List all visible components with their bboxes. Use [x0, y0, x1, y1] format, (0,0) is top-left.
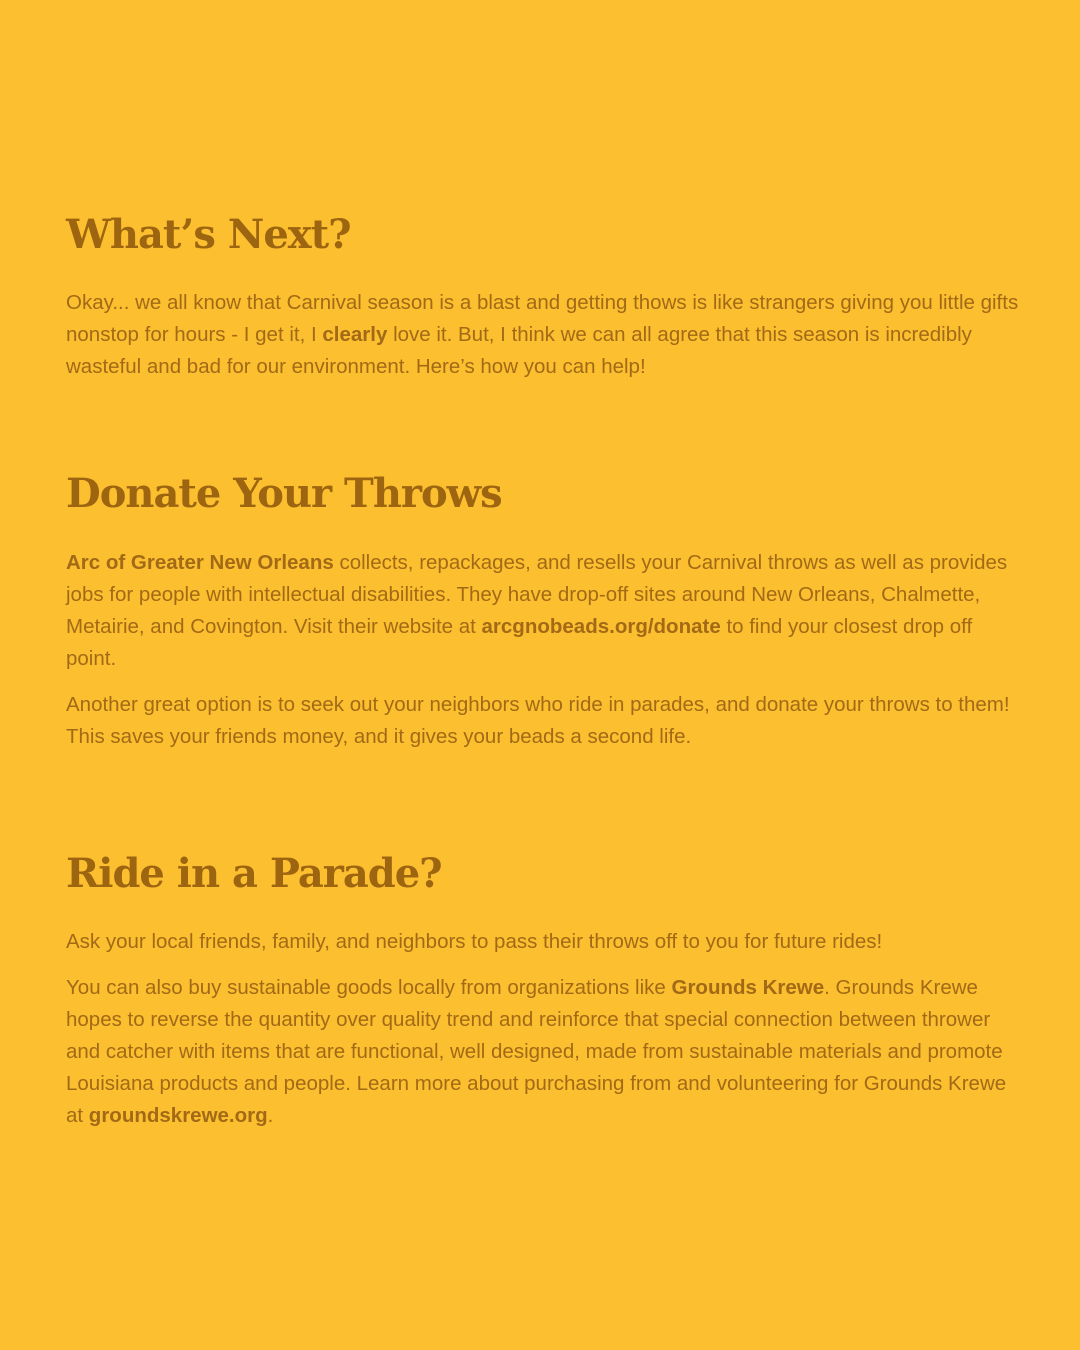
donate-text-middle: collects, repackages, and resells your Carnival throws as well as provides jobs for people with intellectual disabilities. They have drop-off sites around New Orleans, Chalmette, Metairie, and Covington. Visit their website at	[66, 551, 1008, 638]
whats-next-section	[66, 211, 1026, 383]
ride-section	[66, 850, 1026, 1132]
donate-heading: Donate Your Throws	[66, 470, 502, 517]
ride-heading: Ride in a Parade?	[66, 850, 442, 897]
ride-text-end: .	[267, 1104, 274, 1127]
grounds-krewe-url: groundskrewe.org	[88, 1104, 268, 1127]
arc-org-name: Arc of Greater New Orleans	[66, 551, 334, 574]
clearly-emphasis: clearly	[322, 323, 388, 346]
whats-next-heading: What’s Next?	[66, 211, 351, 258]
ride-paragraph-2	[66, 972, 1026, 1132]
whats-next-text-end: love it. But, I think we can all agree that this season is incredibly wasteful and bad for our environment. Here’s how you can help!	[66, 323, 972, 378]
donate-section	[66, 470, 1026, 753]
ride-text-start: You can also buy sustainable goods locally from organizations like	[66, 976, 672, 999]
whats-next-paragraph	[66, 287, 1026, 383]
donate-paragraph-2: Another great option is to seek out your neighbors who ride in parades, and donate your throws to them! This saves your friends money, and it gives your beads a second life.	[66, 693, 1010, 748]
donate-paragraph-1	[66, 547, 1026, 675]
grounds-krewe-name: Grounds Krewe	[671, 976, 825, 999]
ride-text-middle: . Grounds Krewe hopes to reverse the quantity over quality trend and reinforce that special connection between thrower and catcher with items that are functional, well designed, made from sustainable materials and promote Louisiana products and people. Learn more about purchasing from and volunteering for Grounds Krewe at	[66, 976, 1007, 1127]
ride-paragraph-1: Ask your local friends, family, and neighbors to pass their throws off to you for future rides!	[66, 930, 883, 953]
arc-donate-url: arcgnobeads.org/donate	[481, 615, 721, 638]
whats-next-text-start: Okay... we all know that Carnival season is a blast and getting thows is like strangers giving you little gifts nonstop for hours - I get it, I	[66, 291, 1019, 346]
donate-text-end: to find your closest drop off point.	[66, 615, 973, 670]
